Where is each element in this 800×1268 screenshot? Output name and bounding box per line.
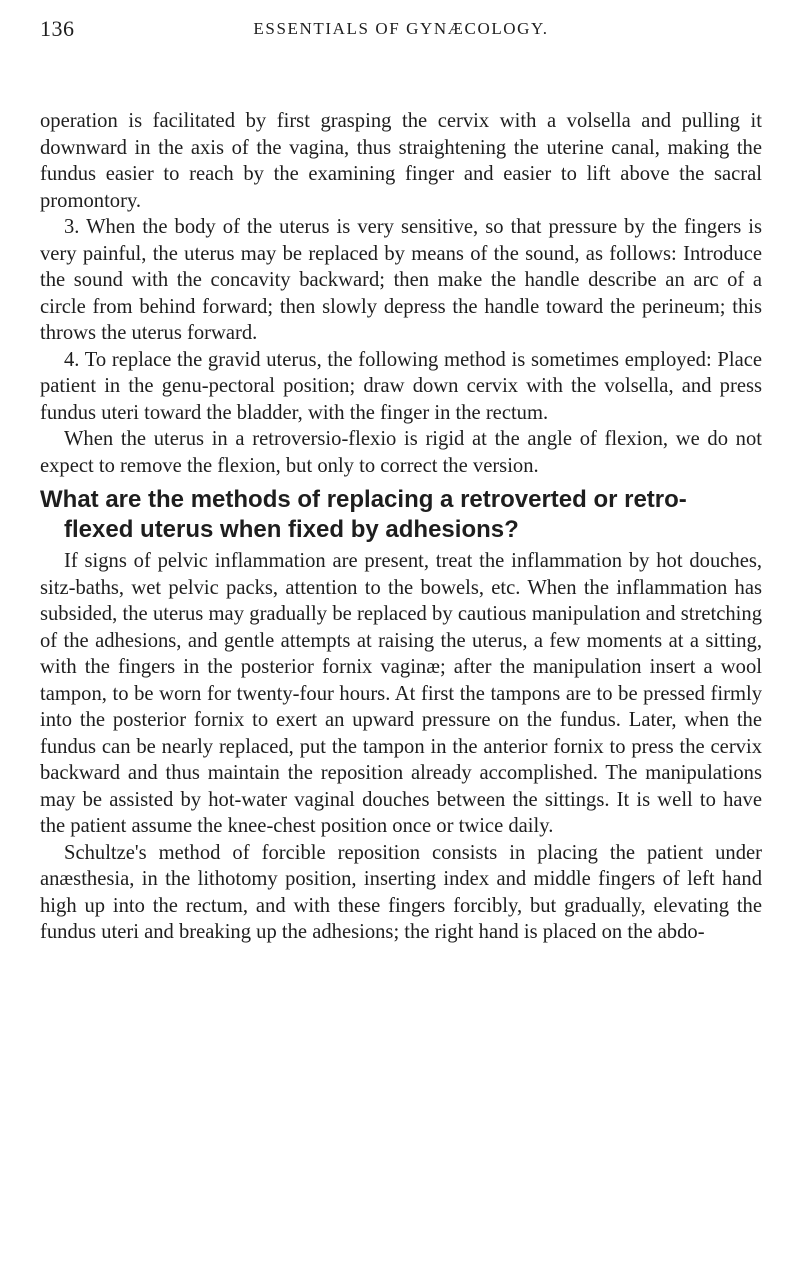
running-head (40, 16, 762, 46)
page-number: 136 (40, 16, 75, 41)
paragraph-inflammation: If signs of pelvic inflammation are present, treat the inflammation by hot douches, sitz-baths, wet pelvic packs, attention to the bowels, etc. When the inflammation has subsided, the uterus may gradually be replaced by cautious manipulation and stretching of the adhesions, and gentle attempts at raising the uterus, a few moments at a sitting, with the fingers in the posterior fornix vaginæ; after the manipulation insert a wool tampon, to be worn for twenty-four hours. At first the tampons are to be pressed firmly into the posterior fornix to exert an upward pressure on the fundus. Later, when the fundus can be nearly replaced, put the tampon in the anterior fornix to press the cervix backward and thus maintain the reposition already accomplished. The manipulations may be assisted by hot-water vaginal douches between the sittings. It is well to have the patient assume the knee-chest position once or twice daily. (40, 550, 762, 837)
paragraph-method-4: 4. To replace the gravid uterus, the following method is sometimes employed: Place patient in the genu-pectoral position; draw down cervix with the volsella, and press fundus uteri toward the bladder, with the finger in the rectum. (40, 348, 762, 424)
paragraph-retroversio-flexio: When the uterus in a retroversio-flexio is rigid at the angle of flexion, we do not expect to remove the flexion, but only to correct the version. (40, 428, 762, 477)
body-text (40, 108, 762, 946)
paragraph-continuation: operation is facilitated by first grasping the cervix with a volsella and pulling it downward in the axis of the vagina, thus straightening the uterine canal, making the fundus easier to reach by the examining finger and easier to lift above the sacral promontory. (40, 110, 762, 212)
paragraph-method-3: 3. When the body of the uterus is very sensitive, so that pressure by the fingers is very painful, the uterus may be replaced by means of the sound, as follows: Introduce the sound with the concavity backward; then make the handle describe an arc of a circle from behind forward; then slowly depress the handle toward the perineum; this throws the uterus forward. (40, 216, 762, 344)
paragraph-schultze-method: Schultze's method of forcible reposition consists in placing the patient under anæsthesia, in the lithotomy position, inserting index and middle fingers of left hand high up into the rectum, and with these fingers forcibly, but gradually, elevating the fundus uteri and breaking up the adhesions; the right hand is placed on the abdo- (40, 841, 762, 943)
section-heading-line-1: What are the methods of replacing a retroverted or retro- (40, 486, 687, 513)
section-heading (40, 485, 762, 545)
section-heading-line-2: flexed uterus when fixed by adhesions? (64, 516, 519, 543)
running-title: ESSENTIALS OF GYNÆCOLOGY. (253, 19, 549, 38)
